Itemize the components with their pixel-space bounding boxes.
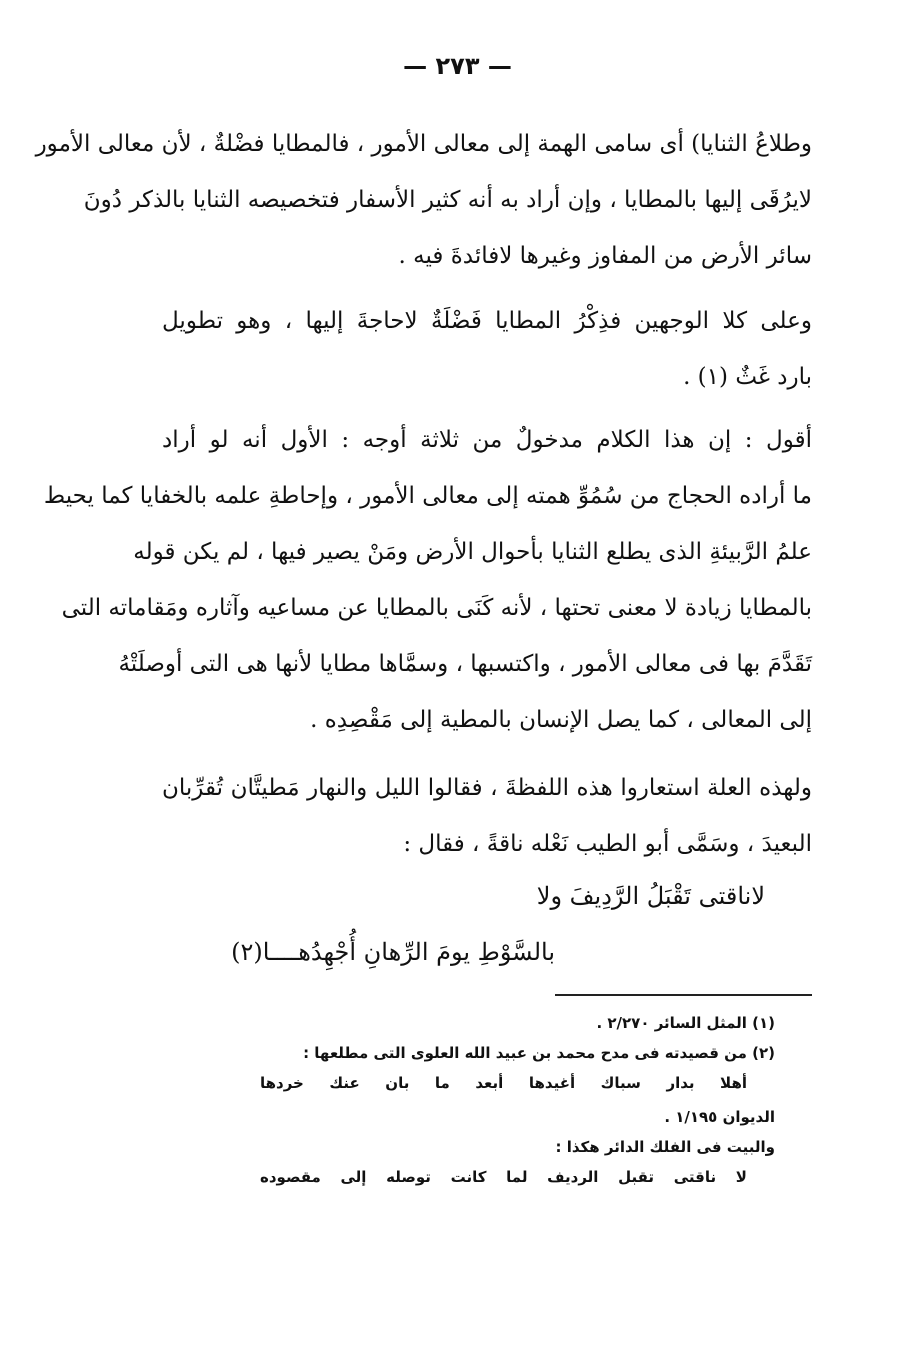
- footnote-falak-note: والبيت فى الفلك الدائر هكذا :: [555, 1138, 775, 1156]
- text-line: أقول : إن هذا الكلام مدخولٌ من ثلاثة أوجه : الأول أنه لو أراد: [162, 427, 812, 453]
- verse-hemistich: أبعد ما بان عنك خردها: [260, 1074, 504, 1092]
- footnote-divider: [555, 994, 812, 996]
- text-line: علمُ الرَّبيئةِ الذى يطلع الثنايا بأحوال الأرض ومَنْ يصير فيها ، لم يكن قوله: [133, 539, 812, 565]
- text-line: وعلى كلا الوجهين فذِكْرُ المطايا فَضْلَةٌ لاحاجةَ إليها ، وهو تطويل: [162, 308, 812, 334]
- text-line: بارد غَثٌ (١) .: [683, 364, 812, 390]
- paragraph-4: [162, 760, 812, 872]
- footnote-1: (١) المثل السائر ٢/٢٧٠ .: [596, 1014, 775, 1032]
- paragraph-3: [43, 412, 812, 748]
- text-line: تَقَدَّمَ بها فى معالى الأمور ، واكتسبها ، وسمَّاها مطايا لأنها هى التى أوصلَتْهُ: [118, 651, 812, 677]
- verse-hemistich: لا ناقتى تقبل الرديف لما: [506, 1168, 747, 1186]
- page-number: — ٢٧٣ —: [403, 52, 512, 80]
- footnotes: [250, 1008, 775, 1196]
- verse-hemistich: أهلا بدار سباك أغيدها: [528, 1074, 747, 1092]
- footnote-verse-1: [250, 1068, 775, 1102]
- footnote-diwan-ref: الديوان ١/١٩٥ .: [664, 1108, 775, 1126]
- paragraph-1: [35, 116, 812, 284]
- text-line: ما أراده الحجاج من سُمُوِّ همته إلى معالى الأمور ، وإحاطةِ علمه بالخفايا كما يحيط: [43, 483, 812, 509]
- text-line: سائر الأرض من المفاوز وغيرها لافائدةَ فيه .: [398, 243, 812, 269]
- paragraph-2: [162, 293, 812, 405]
- text-line: لايرُقَى إليها بالمطايا ، وإن أراد به أنه كثير الأسفار فتخصيصه الثنايا بالذكر دُونَ: [83, 187, 812, 213]
- text-line: وطلاعُ الثنايا) أى سامى الهمة إلى معالى الأمور ، فالمطايا فضْلةٌ ، لأن معالى الأمور: [35, 131, 812, 157]
- text-line: بالمطايا زيادة لا معنى تحتها ، لأنه كَنَى بالمطايا عن مساعيه وآثاره ومَقاماته التى: [61, 595, 812, 621]
- footnote-2: (٢) من قصيدته فى مدح محمد بن عبيد الله العلوى التى مطلعها :: [303, 1044, 775, 1062]
- poem-line-2: بالسَّوْطِ يومَ الرِّهانِ أُجْهِدُهــــا(٢): [231, 938, 555, 966]
- verse-hemistich: كانت توصله إلى مقصوده: [260, 1168, 487, 1186]
- text-line: البعيدَ ، وسَمَّى أبو الطيب نَعْله ناقةً ، فقال :: [403, 831, 812, 857]
- text-line: ولهذه العلة استعاروا هذه اللفظةَ ، فقالوا الليل والنهار مَطيتَّان تُقرِّبان: [162, 775, 812, 801]
- text-line: إلى المعالى ، كما يصل الإنسان بالمطية إلى مَقْصِدِه .: [310, 707, 812, 733]
- footnote-verse-2: [250, 1162, 775, 1196]
- poem-line-1: لاناقتى تَقْبَلُ الرَّدِيفَ ولا: [536, 882, 765, 910]
